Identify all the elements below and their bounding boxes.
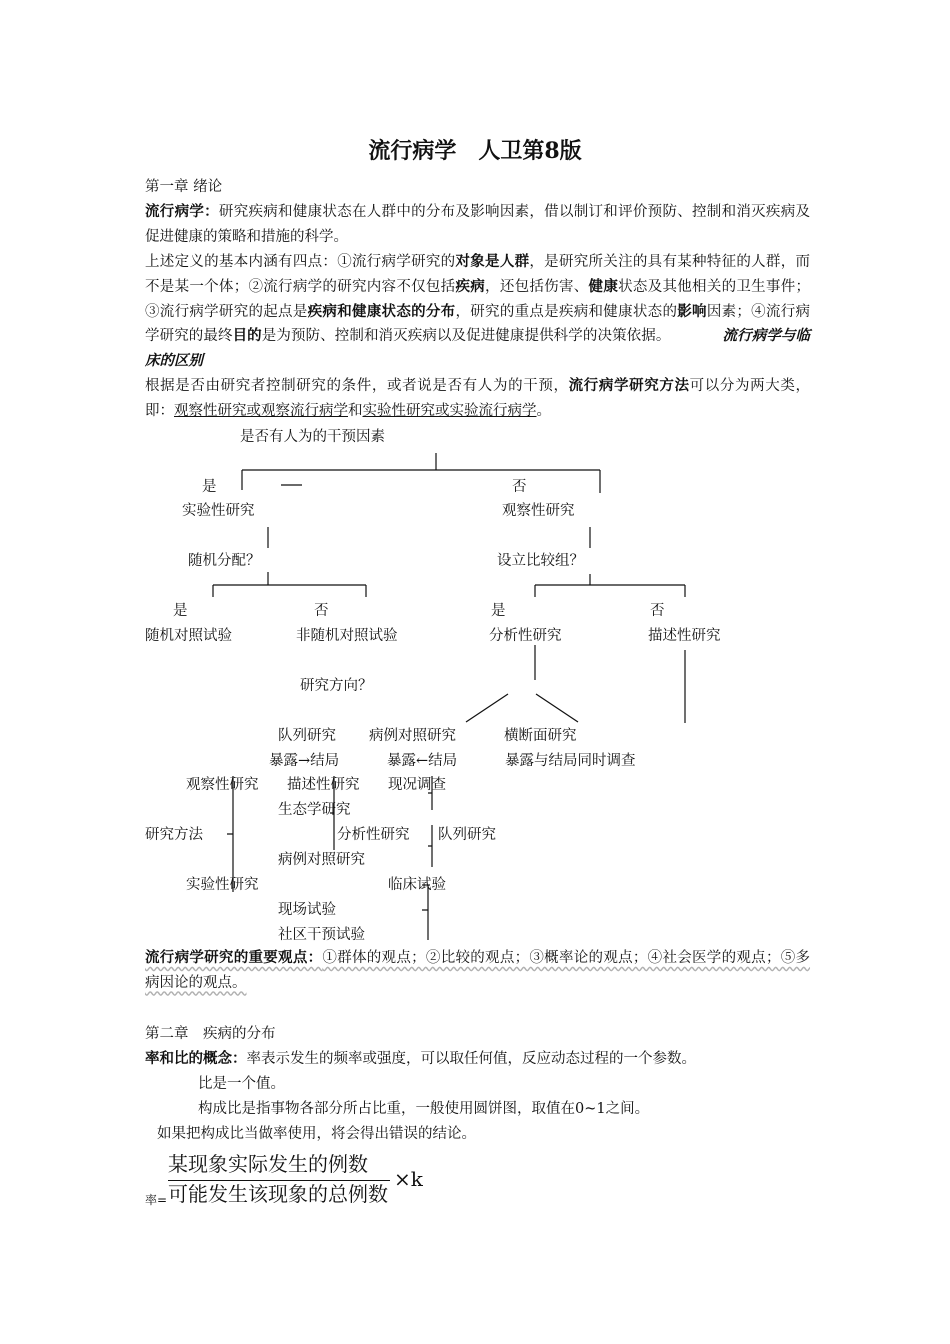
rate-concept-line: [145, 1049, 696, 1069]
tree-cross: 横断面研究: [504, 728, 577, 744]
tree-no2: 否: [314, 603, 329, 619]
methods-clinical: 临床试验: [388, 877, 446, 893]
tree-random-question: 随机分配？: [188, 553, 261, 569]
warning-line: 如果把构成比当做率使用，将会得出错误的结论。: [157, 1126, 476, 1142]
text: 上述定义的基本内涵有四点：①流行病学研究的: [145, 254, 456, 270]
tree-direction-question: 研究方向？: [300, 678, 373, 694]
tree-cohort: 队列研究: [278, 728, 336, 744]
methods-observational: 观察性研究: [186, 777, 259, 793]
bold-text: 对象是人群: [455, 253, 530, 270]
ratio-line: 比是一个值。: [198, 1076, 285, 1092]
methods-community: 社区干预试验: [278, 927, 365, 943]
tree-rct: 随机对照试验: [145, 628, 232, 644]
bold-text: 健康: [588, 277, 619, 295]
methods-survey: 现况调查: [388, 777, 446, 793]
tree-descriptive: 描述性研究: [648, 628, 721, 644]
formula-label: 率=: [145, 1193, 168, 1207]
definition-term: 流行病学：: [145, 203, 219, 220]
tree-cross-direction: 暴露与结局同时调查: [505, 753, 636, 769]
text: 和: [348, 402, 363, 419]
tree-observational: 观察性研究: [502, 503, 575, 519]
methods-root: 研究方法: [145, 827, 203, 843]
tree-yes3: 是: [491, 603, 506, 619]
formula-denominator: 可能发生该现象的总例数: [168, 1182, 388, 1206]
italic-heading: 流行病学与临床的区别: [145, 327, 811, 370]
page-title: 流行病学 人卫第8版: [368, 138, 582, 164]
bold-text: 疾病: [455, 277, 486, 295]
bold-text: 目的: [232, 327, 262, 345]
viewpoints-text: ①群体的观点；②比较的观点；③概率论的观点；④社会医学的观点；⑤多病因论的观点。: [145, 950, 811, 991]
underlined-text: 实验性研究或实验流行病学: [362, 402, 537, 419]
tree-yes2: 是: [173, 603, 188, 619]
text: 根据是否由研究者控制研究的条件，或者说是否有人为的干预，: [145, 378, 569, 394]
text: 。: [536, 402, 551, 419]
methods-descriptive: 描述性研究: [287, 777, 360, 793]
tree-casecontrol: 病例对照研究: [369, 728, 456, 744]
definition-text: 研究疾病和健康状态在人群中的分布及影响因素，借以制订和评价预防、控制和消灭疾病及促进健康的策略和措施的科学。: [145, 204, 810, 245]
viewpoints-paragraph: [145, 946, 810, 996]
methods-casecontrol: 病例对照研究: [278, 852, 365, 868]
text: 因素；④流行病学研究的最终: [145, 303, 811, 345]
tree-root: 是否有人为的干预因素: [240, 429, 385, 445]
bold-text: 疾病和健康状态的分布: [307, 302, 456, 320]
tree-compare-question: 设立比较组？: [497, 553, 584, 569]
tree-experimental: 实验性研究: [182, 503, 255, 519]
text: 可以分为两大类，即：: [145, 378, 811, 419]
bold-text: 流行病学研究方法: [568, 377, 690, 394]
viewpoints-term: 流行病学研究的重要观点：: [145, 949, 323, 966]
methods-analytic: 分析性研究: [337, 827, 410, 843]
composition-line: 构成比是指事物各部分所占比重，一般使用圆饼图，取值在0~1之间。: [198, 1101, 650, 1117]
tree-cohort-direction: 暴露→结局: [269, 753, 340, 769]
text: 是为预防、控制和消灭疾病以及促进健康提供科学的决策依据。: [261, 328, 671, 345]
bold-text: 影响: [677, 302, 707, 320]
tree-no: 否: [512, 479, 527, 495]
rate-term: 率和比的概念：: [145, 1050, 247, 1067]
methods-ecological: 生态学研究: [278, 802, 351, 818]
text: ，研究的重点是疾病和健康状态的: [455, 303, 678, 320]
tree-cc-direction: 暴露←结局: [387, 753, 458, 769]
tree-no3: 否: [650, 603, 665, 619]
formula-numerator: 某现象实际发生的例数: [168, 1152, 368, 1176]
tree-yes: 是: [202, 479, 217, 495]
chapter2-heading: 第二章 疾病的分布: [145, 1026, 276, 1042]
text: ，还包括伤害、: [485, 278, 589, 295]
tree-nrct: 非随机对照试验: [296, 628, 398, 644]
formula-multiplier: ×k: [394, 1167, 423, 1191]
underlined-text: 观察性研究或观察流行病学: [174, 402, 348, 419]
methods-cohort: 队列研究: [438, 827, 496, 843]
tree-analytic: 分析性研究: [489, 628, 562, 644]
text: 状态及其他相关的卫生事件；③流行病学研究的起点是: [145, 278, 811, 320]
text: ，是研究所关注的具有某种特征的人群，而不是某一个体；②流行病学的研究内容不仅包括: [145, 254, 811, 295]
rate-text: 率表示发生的频率或强度，可以取任何值，反应动态过程的一个参数。: [246, 1051, 696, 1067]
methods-field: 现场试验: [278, 902, 336, 918]
methods-experimental: 实验性研究: [186, 877, 259, 893]
chapter1-heading: 第一章 绪论: [145, 179, 223, 195]
